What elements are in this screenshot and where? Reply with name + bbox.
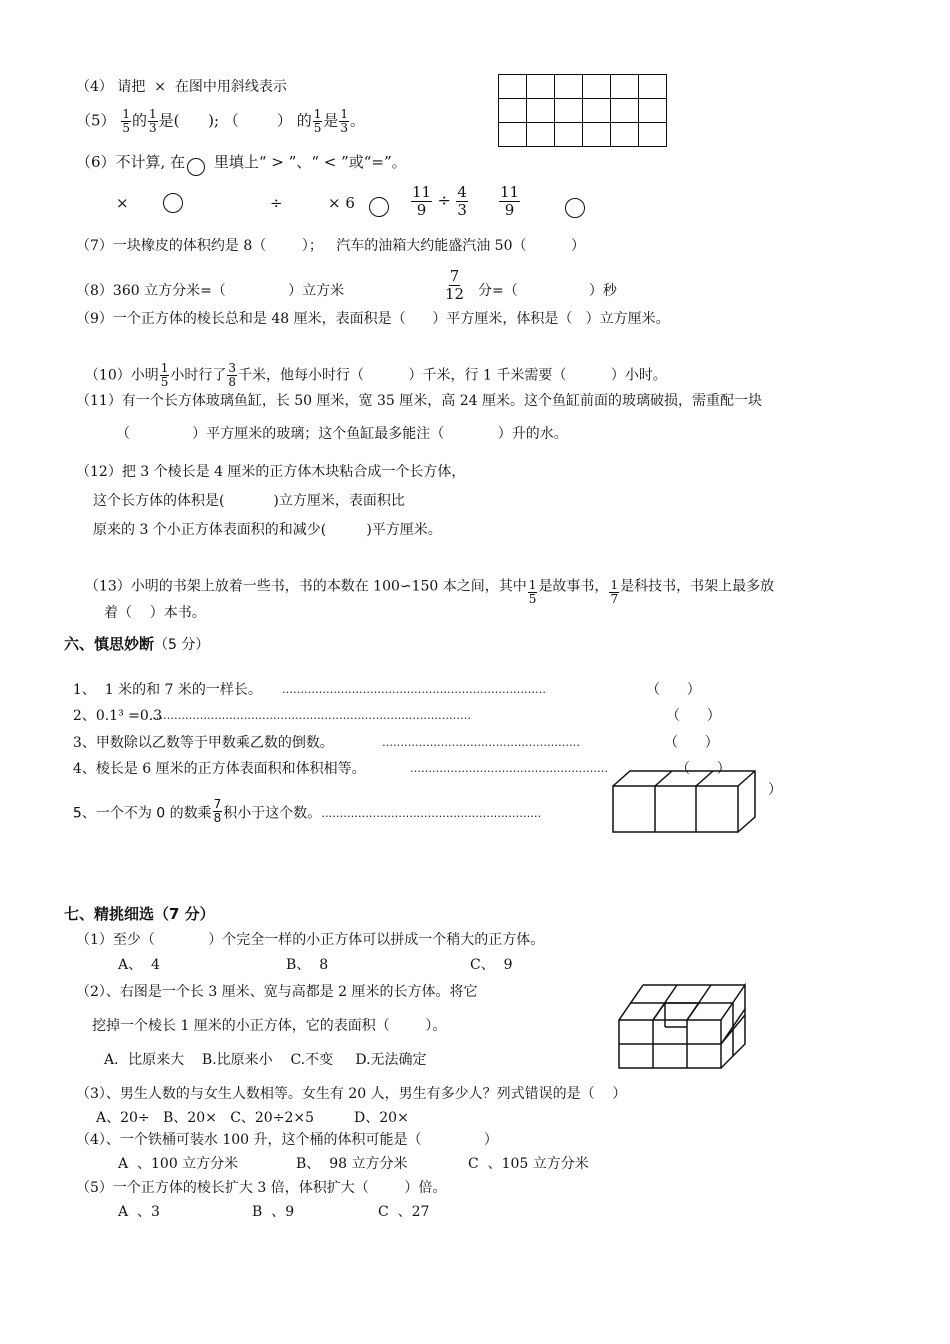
judge-answer-3[interactable]: （ ） [664, 735, 719, 751]
q8-line-a: （8）360 立方分米=（ ）立方米 [76, 283, 345, 299]
judge-answer-1[interactable]: （ ） [646, 682, 701, 698]
q6-compare-b2: × 6 [328, 194, 355, 212]
q5-line: （5） $\frac{1}{5}$ 的 $\frac{1}{3}$ 是( ); （ ） 的 $\frac{1}{5}$ 是 $\frac{1}{3}$ 。 [76, 107, 366, 135]
q4-text-b: 在图中用斜线表示 [174, 79, 287, 95]
three-cubes-figure [610, 768, 770, 838]
choice-q2-line2: 挖掉一个棱长 1 厘米的小正方体，它的表面积（ ）。 [92, 1018, 447, 1034]
q5-frac4: $\frac{1}{3}$ [340, 107, 349, 135]
choice-q5-opt-b[interactable]: B 、9 [252, 1204, 295, 1220]
section7-title: 七、精挑细选（7 分） [64, 905, 215, 923]
q6-line: （6）不计算, 在 里填上“ > ”、“ < ”或“=”。 [76, 152, 407, 172]
q13-line2: 着（ ）本书。 [104, 605, 206, 621]
q6-compare-c: $\frac{11}{9}$ ÷ $\frac{4}{3}$ [412, 183, 467, 219]
choice-q1-opt-c[interactable]: C、 9 [470, 957, 513, 973]
choice-q4-opt-c[interactable]: C 、105 立方分米 [468, 1156, 589, 1172]
choice-q1-opt-a[interactable]: A、 4 [118, 957, 160, 973]
cuboid-cut-figure [616, 982, 756, 1072]
judge-item-1: 1、 1 米的和 7 米的一样长。 ……………………………………………………………… （ ） [72, 682, 701, 698]
q4-text-a: 请把 [117, 79, 146, 95]
choice-q1-opt-b[interactable]: B、 8 [286, 957, 329, 973]
section6-title: 六、慎思妙断（5 分） [64, 635, 210, 653]
q9-line: （9）一个正方体的棱长总和是 48 厘米，表面积是（ ）平方厘米，体积是（ ）立方厘米。 [76, 311, 670, 327]
choice-q5-opt-c[interactable]: C 、27 [378, 1204, 430, 1220]
choice-q3-line1: （3）、男生人数的与女生人数相等。女生有 20 人，男生有多少人？列式错误的是（ ） [76, 1086, 627, 1102]
q5-blank1[interactable]: ); [179, 111, 219, 130]
judge-item-3: 3、甲数除以乙数等于甲数乘乙数的倒数。 ……………………………………………… （ ） [72, 735, 719, 751]
q12-line2: 这个长方体的体积是( )立方厘米，表面积比 [93, 493, 405, 509]
q6-compare-a: × [116, 194, 129, 212]
q12-line3: 原来的 3 个小正方体表面积的和减少( )平方厘米。 [93, 522, 442, 538]
q5-frac1: $\frac{1}{5}$ [122, 107, 130, 135]
judge-answer-2[interactable]: （ ） [666, 708, 721, 724]
q5-blank2[interactable]: （ ） [223, 111, 292, 130]
circle-icon [187, 158, 205, 176]
choice-q1: （1）至少（ ）个完全一样的小正方体可以拼成一个稍大的正方体。 [76, 932, 545, 948]
q6-compare-c2: $\frac{11}{9}$ [500, 183, 520, 219]
q5-number: （5） [76, 111, 116, 130]
q6-circle-3[interactable] [565, 198, 585, 218]
q11-line2: （ ）平方厘米的玻璃；这个鱼缸最多能注（ ）升的水。 [116, 426, 568, 442]
judge-item-4: 4、棱长是 6 厘米的正方体表面积和体积相等。 ……………………………………………… （ ） [72, 761, 731, 777]
judge-answer-4[interactable]: （ ） [676, 761, 731, 777]
q8-frac: $\frac{7}{12}$ [445, 267, 465, 303]
q4-line [76, 77, 287, 97]
q12-line1: （12）把 3 个棱长是 4 厘米的正方体木块粘合成一个长方体， [76, 464, 466, 480]
choice-q2-line1: （2）、右图是一个长 3 厘米、宽与高都是 2 厘米的长方体。将它 [76, 984, 478, 1000]
q5-frac3: $\frac{1}{5}$ [313, 107, 322, 135]
q4-times: × [154, 79, 167, 95]
q11-line1: （11）有一个长方体玻璃鱼缸，长 50 厘米，宽 35 厘米，高 24 厘米。这个鱼缸前面的玻璃破损，需重配一块 [76, 393, 762, 409]
judge-item-2: 2、0.1³ =0.3 …………………………………………………………………………… （ ） [72, 708, 721, 724]
choice-q3-options[interactable]: A、20÷ B、20× C、20÷2×5 D、20× [96, 1110, 409, 1126]
q6-circle-1[interactable] [163, 193, 183, 213]
choice-q5-opt-a[interactable]: A 、3 [118, 1204, 160, 1220]
shading-grid [498, 74, 667, 147]
q6-circle-2[interactable] [369, 197, 389, 217]
q10-line: （10）小明 $\frac{1}{5}$ 小时行了 $\frac{3}{8}$ 千米，他每小时行（ ）千米，行 1 千米需要（ ）小时。 [84, 361, 667, 389]
q8-line-b: 分=（ ）秒 [478, 283, 617, 299]
judge-answer-5[interactable]: ） [768, 782, 782, 798]
q7-line: （7）一块橡皮的体积约是 8（ ）； 汽车的油箱大约能盛汽油 50（ ） [76, 238, 585, 254]
q13-line1: （13）小明的书架上放着一些书，书的本数在 100∽150 本之间，其中 $\frac{1}{5}$ 是故事书， $\frac{1}{7}$ 是科技书，书架上最多放 [84, 578, 775, 606]
q4-number: （4） [76, 79, 113, 95]
choice-q2-options[interactable]: A．比原来大 B.比原来小 C.不变 D.无法确定 [104, 1052, 427, 1068]
choice-q5-line1: （5）一个正方体的棱长扩大 3 倍，体积扩大（ ）倍。 [76, 1180, 447, 1196]
choice-q4-opt-b[interactable]: B、 98 立方分米 [296, 1156, 408, 1172]
choice-q4-line1: （4）、一个铁桶可装水 100 升，这个桶的体积可能是（ ） [76, 1132, 498, 1148]
choice-q4-opt-a[interactable]: A 、100 立方分米 [118, 1156, 239, 1172]
judge-item-5: 5、一个不为 0 的数乘 $\frac{7}{8}$ 积小于这个数。…………………………………………………… [72, 797, 542, 825]
q6-compare-b: ÷ [270, 194, 283, 212]
q5-frac2: $\frac{1}{3}$ [148, 107, 157, 135]
